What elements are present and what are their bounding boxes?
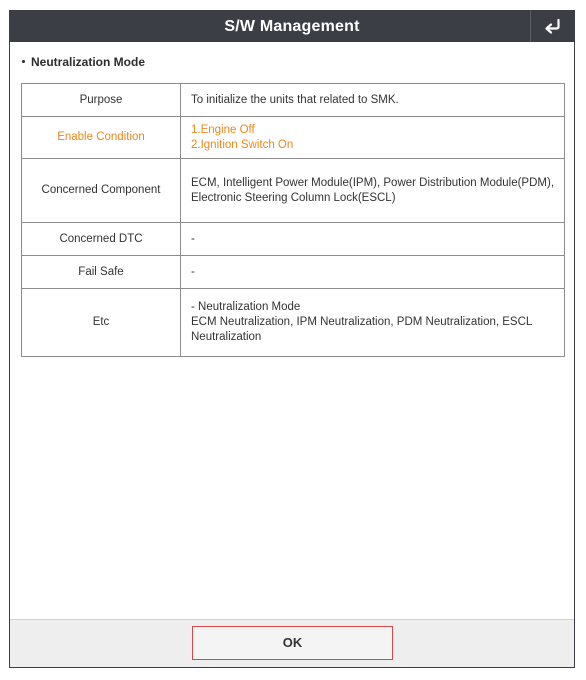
dialog-footer [10,619,574,667]
row-value-line: - [191,265,195,278]
row-value-line: ECM Neutralization, IPM Neutralization, PDM Neutralization, ESCL Neutralization [191,316,532,343]
row-value [181,223,565,256]
table-row-concerned-component [22,159,565,223]
bullet-icon [22,60,25,63]
row-label: Fail Safe [22,256,181,289]
row-value-line: - [191,232,195,245]
table-row-concerned-dtc [22,223,565,256]
row-value [181,159,565,223]
row-label: Concerned DTC [22,223,181,256]
row-label: Etc [22,289,181,357]
back-button[interactable] [530,11,574,42]
row-value [181,84,565,117]
row-value-line: ECM, Intelligent Power Module(IPM), Power Distribution Module(PDM), Electronic Steering Column Lock(ESCL) [191,176,555,204]
row-value [181,117,565,159]
row-label: Enable Condition [22,117,181,159]
row-value-line: 2.Ignition Switch On [191,138,294,151]
row-value [181,256,565,289]
row-value [181,289,565,357]
row-label: Concerned Component [22,159,181,223]
ok-button[interactable]: OK [192,626,393,660]
table-row-etc [22,289,565,357]
dialog-title: S/W Management [224,18,360,35]
row-value-line: 1.Engine Off [191,123,255,136]
table-row-fail-safe [22,256,565,289]
sw-management-dialog [9,10,575,668]
title-bar [10,11,574,42]
return-arrow-icon [543,18,563,35]
table-row-purpose [22,84,565,117]
table-row-enable-condition [22,117,565,159]
info-table [21,83,565,357]
section-heading [22,55,145,69]
row-value-line: - Neutralization Mode [191,301,301,313]
row-value-line: To initialize the units that related to SMK. [191,93,399,106]
row-label: Purpose [22,84,181,117]
section-heading-text: Neutralization Mode [31,55,146,69]
